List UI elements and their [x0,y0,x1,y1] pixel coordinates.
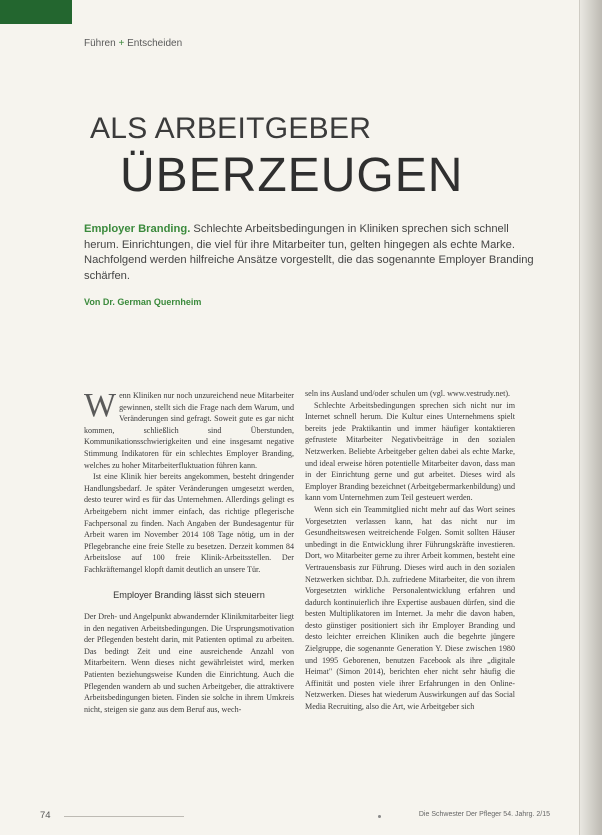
footer-dot [378,815,381,818]
body-paragraph: Ist eine Klinik hier bereits angekommen, besteht dringender Handlungsbedarf. Je später Veränderungen umgesetzt werden, desto teurer wird es für das Unternehmen. Allerdings gelingt es Arbeitgebern nicht immer einfach, das richtige pflegerische Fachpersonal zu finden. Nach Angaben der Bundesagentur für Arbeit waren im November 2014 108 Tage nötig, um in der Pflegebranche eine freie Stelle zu besetzen. Derzeit kommen 84 Arbeitslose auf 100 freie Klinik-Arbeitsstellen. Der Fachkräftemangel klopft damit deutlich an unsere Tür. [84,472,294,574]
lead-keyword: Employer Branding. [84,223,191,235]
headline-line-1: ALS ARBEITGEBER [90,112,372,145]
body-column-left [84,387,294,715]
section-color-marker [0,0,72,24]
kicker-left: Führen [84,38,116,49]
paragraph-text: enn Kliniken nur noch unzureichend neue Mitarbeiter gewinnen, stellt sich die Frage nach dem Warum, und Veränderungen sind gefragt. Soweit gute es gar nicht kommen, schließlich sind Überstunden, Kommunikationsschwierigkeiten und eine insgesamt negative Stimmung Indikatoren für ein schlechtes Employer Branding, welches zu hoher Mitarbeiterfluktuation führen kann. [84,391,294,470]
body-column-right [305,388,515,713]
body-paragraph: Schlechte Arbeitsbedingungen sprechen sich nicht nur im Internet schnell herum. Die Kultur eines Unternehmens spielt bereits jede Praktikantin und immer häufiger kontaktieren gefrustete Mitarbeiter Negativbeiträge in den sozialen Netzwerken. Beliebte Arbeitgeber gelten dabei als echte Marke, und ideal erweise hören potentielle Mitarbeiter davon, dass man in der Einrichtung gerne und gut arbeitet. Dieses wird als Employer Branding bezeichnet (Arbeitgebermarkenbildung) und kann vom Unternehmen zum Teil gesteuert werden. [305,400,515,503]
lead-text: Schlechte Arbeitsbedingungen in Kliniken sprechen sich schnell herum. Einrichtungen, die viel für ihre Mitarbeiter tun, gelten hingegen als echte Marke. Nachfolgend werden hilfreiche Ansätze vorgestellt, die das sogenannte Employer Branding schärfen. [84,223,534,282]
page-number: 74 [40,810,51,821]
subheading: Employer Branding lässt sich steuern [113,589,265,600]
drop-cap: W [84,387,117,424]
body-paragraph: Wenn sich ein Teammitglied nicht mehr auf das Wort seines Vorgesetzten verlassen kann, hat das nicht nur im Gesundheitswesen weitreichende Folgen. Somit sollten Häuser unbedingt in die Entwicklung ihrer Führungskräfte investieren. Dort, wo Mitarbeiter gerne zu ihrer Arbeit kommen, besteht eine Vertrauensbasis zur Führung. Dieses wird auch in den sozialen Netzwerken sichtbar. D.h. zufriedene Mitarbeiter, die von ihrem Vorgesetzten wirkliche Personalentwicklung erfahren und dadurch kontinuierlich ihre Expertise ausbauen dürfen, sind die besten Multiplikatoren im Internet. Ja mehr die davon haben, desto günstiger positioniert sich ihr Employer Branding und desto leichter erreichen Kliniken auch die begehrte jüngere Zielgruppe, die sogenannte Generation Y. Diese zwischen 1980 und 1995 Geborenen, benutzen Facebook als ihre „digitale Heimat" (Simon 2014), berichten eher nicht sehr häufig die Affinität und posten viele ihrer Erfahrungen in den Online-Netzwerken. Dieses hat wiederum Auswirkungen auf das Social Media Recruiting, also die Art, wie Arbeitgeber sich [305,504,515,712]
author-byline: Von Dr. German Quernheim [84,297,202,307]
body-paragraph: seln ins Ausland und/oder schulen um (vgl. www.vestrudy.net). [305,389,511,398]
section-kicker [84,38,182,49]
lead-paragraph [84,222,539,284]
footer-rule [64,816,184,817]
body-paragraph [84,387,294,471]
body-paragraph: Der Dreh- und Angelpunkt abwandernder Klinikmitarbeiter liegt in den negativen Arbeitsbedingungen. Die Ursprungsmotivation der Pflegenden besteht darin, mit Patienten optimal zu arbeiten. Das bedingt Zeit und eine ausreichende Anzahl von Mitarbeitern. Wenn dieses nicht gewährleistet wird, merken Patienten beziehungsweise Kunden die Einrichtung. Auch die Pflegenden wandern ab und suchen Arbeitgeber, die attraktivere Arbeitsbedingungen bieten. Finden sie solche in ihrem Umkreis nicht, steigen sie ganz aus dem Beruf aus, wech- [84,612,294,714]
kicker-right: Entscheiden [127,38,183,49]
kicker-separator: + [118,38,125,49]
publication-line: Die Schwester Der Pfleger 54. Jahrg. 2/15 [418,811,550,818]
page-binding-shadow [580,0,602,835]
headline-line-2: ÜBERZEUGEN [120,149,464,202]
